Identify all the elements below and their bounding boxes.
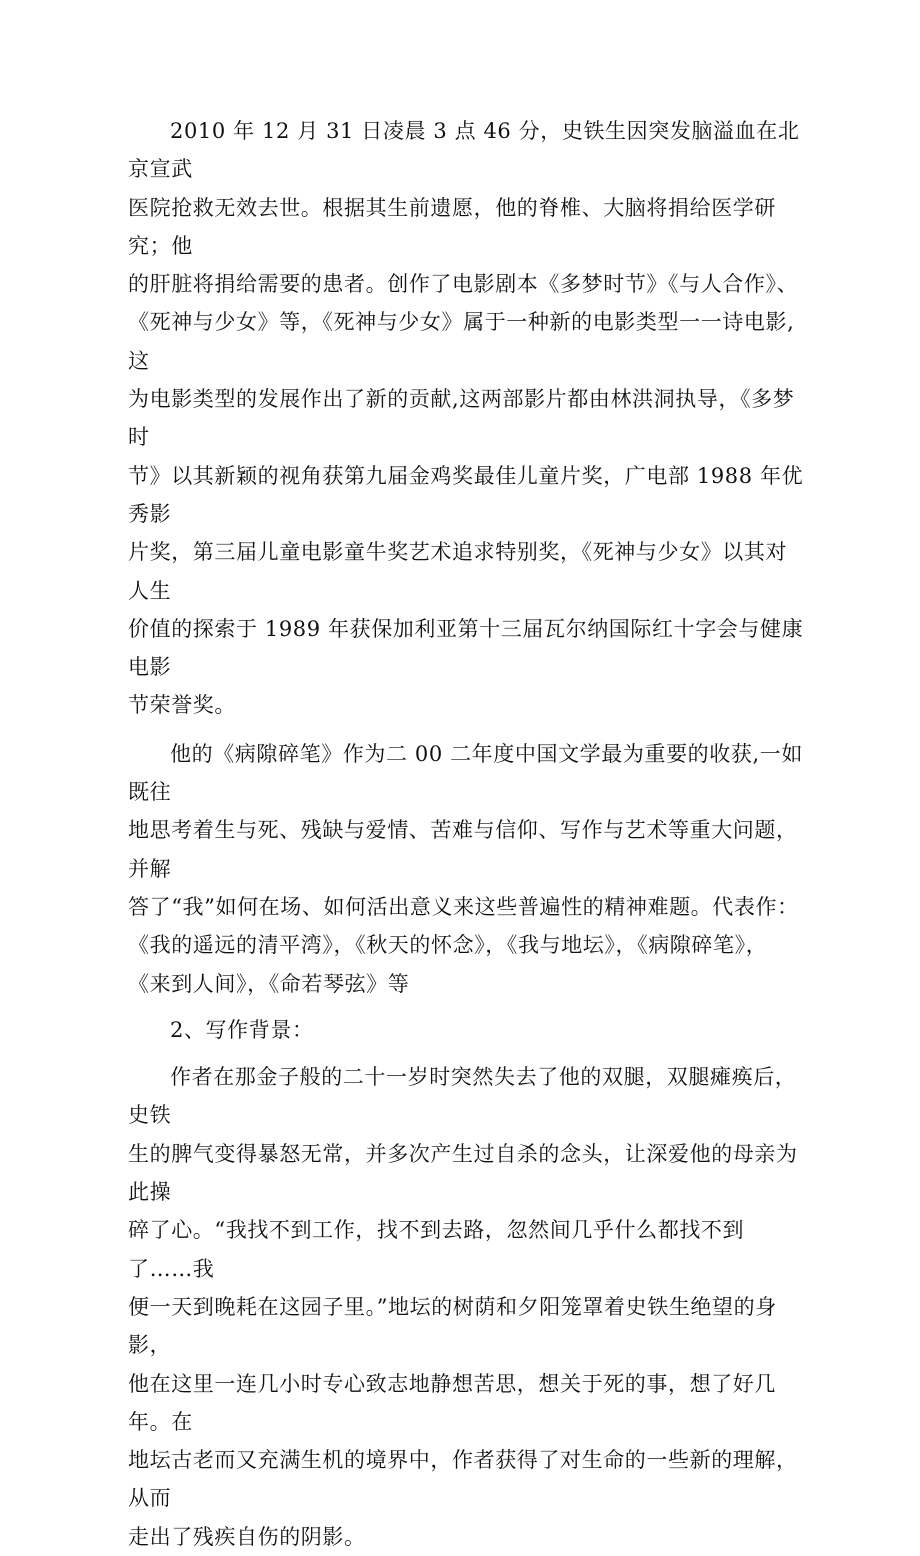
document-body bbox=[128, 112, 804, 1556]
paragraph-representative-works: 他的《病隙碎笔》作为二 00 二年度中国文学最为重要的收获,一如既往 地思考着生与死、残缺与爱情、苦难与信仰、写作与艺术等重大问题，并解 答了“我”如何在场、如何活出意义来这些普遍性的精神难题。代表作： 《我的遥远的清平湾》，《秋天的怀念》，《我与地坛》，《病隙碎笔》， 《来到人间》，《命若琴弦》等 bbox=[128, 741, 803, 996]
paragraph-writing-background: 作者在那金子般的二十一岁时突然失去了他的双腿，双腿瘫痪后，史铁 生的脾气变得暴怒无常，并多次产生过自杀的念头，让深爱他的母亲为此操 碎了心。“我找不到工作，找不到去路，忽然间几乎什么都找不到了……我 便一天到晚耗在这园子里。”地坛的树荫和夕阳笼罩着史铁生绝望的身影， 他在这里一连几小时专心致志地静想苦思，想关于死的事，想了好几年。在 地坛古老而又充满生机的境界中，作者获得了对生命的一些新的理解，从而 走出了残疾自伤的阴影。 bbox=[128, 1065, 798, 1549]
paragraph-biography: 2010 年 12 月 31 日凌晨 3 点 46 分，史铁生因突发脑溢血在北京宣武 医院抢救无效去世。根据其生前遗愿，他的脊椎、大脑将捐给医学研究；他 的肝脏将捐给需要的患者。创作了电影剧本《多梦时节》《与人合作》、 《死神与少女》等，《死神与少女》属于一种新的电影类型一一诗电影,这 为电影类型的发展作出了新的贡献,这两部影片都由林洪洞执导，《多梦时 节》以其新颖的视角获第九届金鸡奖最佳儿童片奖，广电部 1988 年优秀影 片奖，第三届儿童电影童牛奖艺术追求特别奖，《死神与少女》以其对人生 价值的探索于 1989 年获保加利亚第十三届瓦尔纳国际红十字会与健康电影 节荣誉奖。 bbox=[128, 119, 804, 718]
section-heading-writing-background: 2、写作背景： bbox=[170, 1017, 314, 1042]
